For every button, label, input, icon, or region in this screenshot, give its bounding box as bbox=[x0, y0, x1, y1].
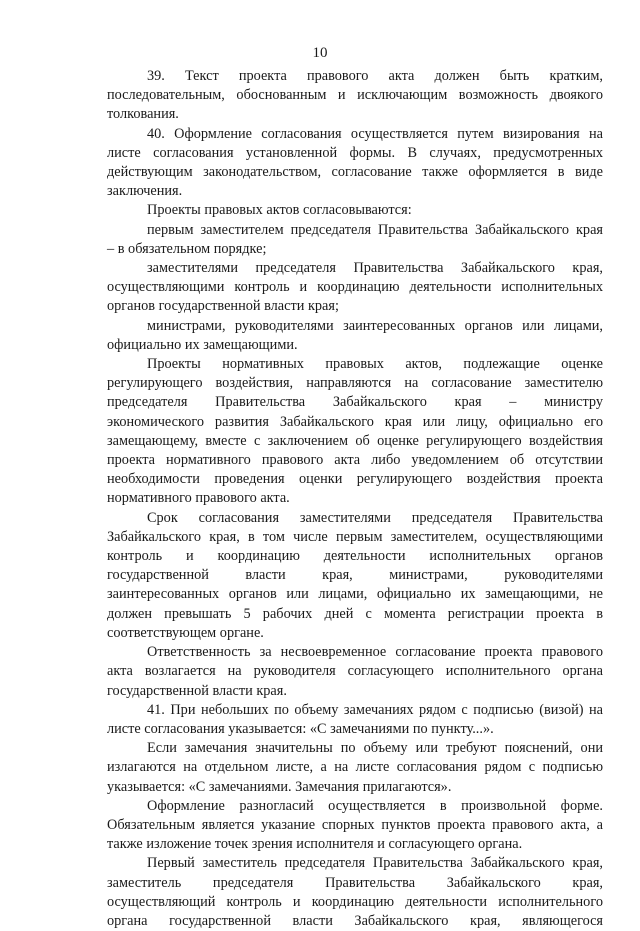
paragraph bbox=[107, 317, 603, 355]
paragraph-line: заключения. bbox=[107, 183, 183, 200]
paragraph-line: толкования. bbox=[107, 106, 179, 123]
paragraph-line: – в обязательном порядке; bbox=[107, 240, 267, 257]
paragraph-line: официально их замещающими. bbox=[107, 336, 298, 353]
paragraph-line: необходимости проведения оценки регулирующего воздействия проекта bbox=[107, 471, 603, 488]
paragraph-line: Первый заместитель председателя Правительства Забайкальского края, bbox=[147, 855, 603, 872]
paragraph-line: листе согласования установленной формы. В случаях, предусмотренных bbox=[107, 144, 603, 161]
paragraph-line: также изложение точек зрения исполнителя и согласующего органа. bbox=[107, 836, 523, 853]
paragraph bbox=[107, 509, 603, 643]
paragraph-line: проекта нормативного правового акта либо уведомлением об отсутствии bbox=[107, 452, 603, 469]
paragraph-line: государственной власти края. bbox=[107, 682, 287, 699]
paragraph bbox=[107, 201, 603, 220]
paragraph-line: Обязательным является указание спорных пунктов проекта правового акта, а bbox=[107, 816, 603, 833]
paragraph-line: Срок согласования заместителями председателя Правительства bbox=[147, 509, 603, 526]
paragraph-line: излагаются на отдельном листе, а на листе согласования рядом с подписью bbox=[107, 759, 603, 776]
paragraph bbox=[107, 259, 603, 317]
paragraph-line: регулирующего воздействия, направляются на согласование заместителю bbox=[107, 375, 603, 392]
paragraph-line: Забайкальского края, в том числе первым заместителем, осуществляющими bbox=[107, 528, 603, 545]
paragraph bbox=[107, 854, 603, 931]
body-text bbox=[107, 67, 603, 931]
paragraph-line: 39. Текст проекта правового акта должен быть кратким, bbox=[147, 68, 603, 84]
paragraph bbox=[107, 221, 603, 259]
paragraph-line: заместителями председателя Правительства Забайкальского края, bbox=[147, 260, 603, 277]
paragraph bbox=[107, 67, 603, 125]
paragraph-line: экономического развития Забайкальского края или лицу, официально его bbox=[107, 413, 603, 430]
paragraph-line: контроль и координацию деятельности исполнительных органов bbox=[107, 548, 603, 565]
paragraph-line: указывается: «С замечаниями. Замечания прилагаются». bbox=[107, 778, 452, 795]
paragraph-line: замещающему, вместе с заключением об оценке регулирующего воздействия bbox=[107, 432, 603, 449]
paragraph bbox=[107, 643, 603, 701]
paragraph-line: нормативного правового акта. bbox=[107, 490, 290, 507]
paragraph-line: Проекты нормативных правовых актов, подлежащие оценке bbox=[147, 356, 603, 373]
paragraph-line: Ответственность за несвоевременное согласование проекта правового bbox=[147, 644, 603, 661]
paragraph-line: соответствующем органе. bbox=[107, 624, 264, 641]
paragraph-line: Если замечания значительны по объему или требуют пояснений, они bbox=[147, 740, 603, 757]
paragraph bbox=[107, 355, 603, 509]
paragraph-line: первым заместителем председателя Правительства Забайкальского края bbox=[147, 221, 603, 238]
paragraph-line: заинтересованных органов или лицами, официально их замещающими, не bbox=[107, 586, 603, 603]
paragraph-line: органов государственной власти края; bbox=[107, 298, 339, 315]
page-number: 10 bbox=[312, 45, 328, 61]
paragraph-line: 40. Оформление согласования осуществляется путем визирования на bbox=[147, 125, 603, 142]
paragraph-line: действующим законодательством, согласование также оформляется в виде bbox=[107, 164, 603, 181]
paragraph bbox=[107, 701, 603, 739]
paragraph bbox=[107, 125, 603, 202]
paragraph-line: Оформление разногласий осуществляется в произвольной форме. bbox=[147, 797, 603, 814]
paragraph-line: листе согласования указывается: «С замечаниями по пункту...». bbox=[107, 720, 494, 737]
paragraph-line: органа государственной власти Забайкальского края, являющегося bbox=[107, 912, 603, 929]
paragraph-line: заместитель председателя Правительства Забайкальского края, bbox=[107, 874, 603, 891]
paragraph-line: осуществляющими контроль и координацию деятельности исполнительных bbox=[107, 279, 603, 296]
paragraph-line: министрами, руководителями заинтересованных органов или лицами, bbox=[147, 317, 603, 334]
paragraph-line: председателя Правительства Забайкальского края – министру bbox=[107, 394, 603, 411]
paragraph-line: 41. При небольших по объему замечаниях рядом с подписью (визой) на bbox=[147, 701, 603, 718]
paragraph-line: должен превышать 5 рабочих дней с момента регистрации проекта в bbox=[107, 605, 603, 622]
paragraph-line: Проекты правовых актов согласовываются: bbox=[147, 202, 412, 219]
paragraph bbox=[107, 739, 603, 797]
paragraph-line: последовательным, обоснованным и исключающим возможность двоякого bbox=[107, 87, 603, 104]
paragraph bbox=[107, 797, 603, 855]
paragraph-line: осуществляющий контроль и координацию деятельности исполнительного bbox=[107, 893, 603, 910]
paragraph-line: государственной власти края, министрами, руководителями bbox=[107, 567, 603, 584]
paragraph-line: акта возлагается на руководителя согласующего исполнительного органа bbox=[107, 663, 603, 680]
